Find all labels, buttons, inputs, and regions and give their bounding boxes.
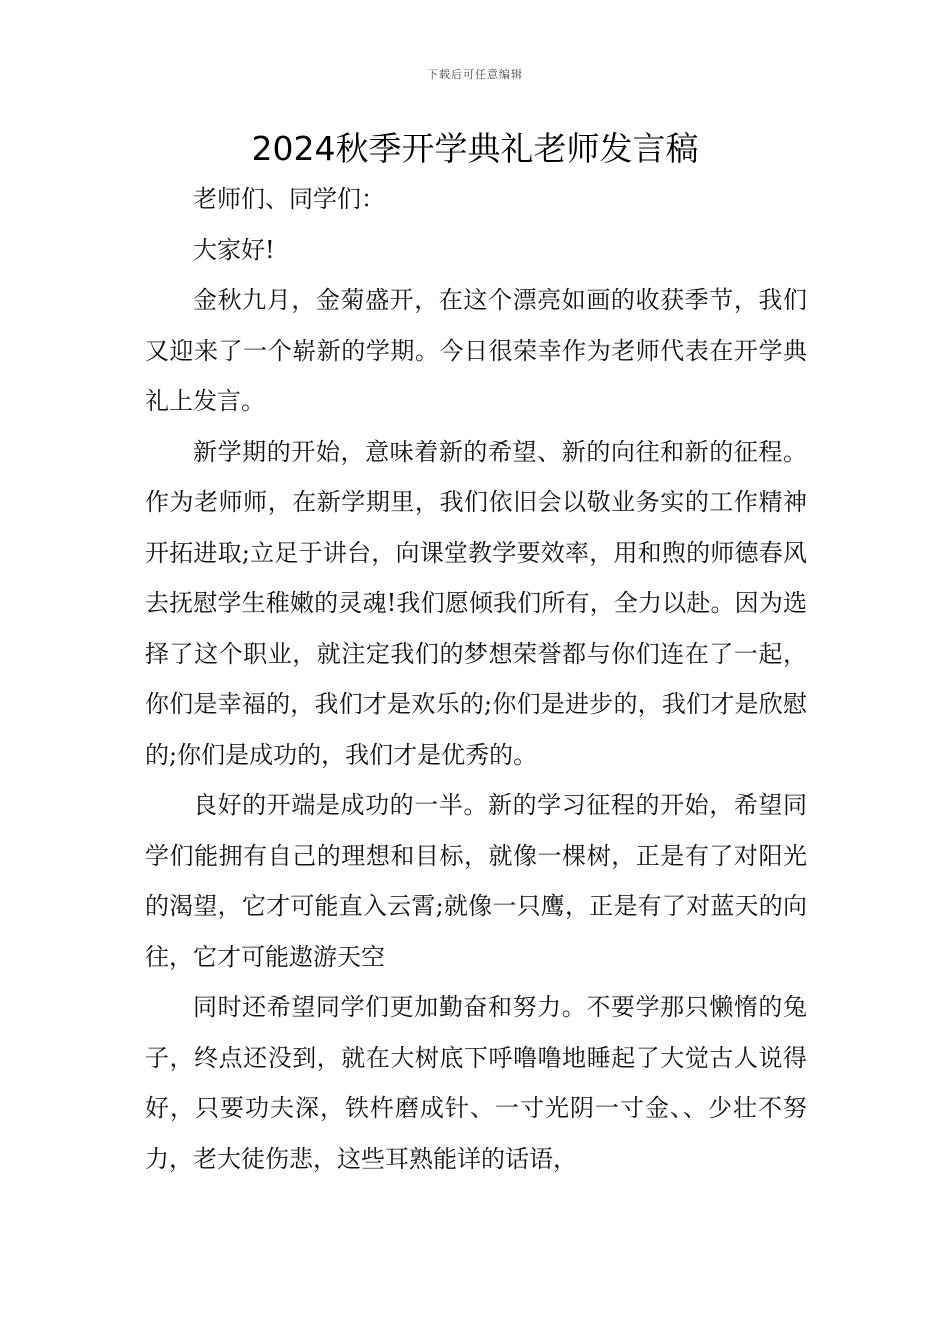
paragraph: 新学期的开始，意味着新的希望、新的向往和新的征程。作为老师师，在新学期里，我们依旧会以敬业务实的工作精神开拓进取;立足于讲台，向课堂教学要效率，用和煦的师德春风去抚慰学生稚嫩的灵魂!我们愿倾我们所有，全力以赴。因为选择了这个职业，就注定我们的梦想荣誉都与你们连在了一起，你们是幸福的，我们才是欢乐的;你们是进步的，我们才是欣慰的;你们是成功的，我们才是优秀的。: [145, 437, 807, 769]
paragraph-salutation: 老师们、同学们：: [193, 185, 385, 213]
paragraph-greeting: 大家好!: [193, 235, 275, 264]
header-note: 下载后可任意编辑: [427, 68, 523, 81]
document-body: [145, 174, 807, 1184]
paragraph: 金秋九月，金菊盛开，在这个漂亮如画的收获季节，我们又迎来了一个崭新的学期。今日很荣幸作为老师代表在开学典礼上发言。: [145, 286, 807, 415]
document-title: 2024秋季开学典礼老师发言稿: [251, 129, 699, 168]
paragraph: 良好的开端是成功的一半。新的学习征程的开始，希望同学们能拥有自己的理想和目标，就像一棵树，正是有了对阳光的渴望，它才可能直入云霄;就像一只鹰，正是有了对蓝天的向往，它才可能遨游天空: [145, 791, 807, 971]
paragraph: 同时还希望同学们更加勤奋和努力。不要学那只懒惰的兔子，终点还没到，就在大树底下呼噜噜地睡起了大觉古人说得好，只要功夫深，铁杵磨成针、一寸光阴一寸金、、少壮不努力，老大徒伤悲，这些耳熟能详的话语，: [145, 993, 807, 1173]
